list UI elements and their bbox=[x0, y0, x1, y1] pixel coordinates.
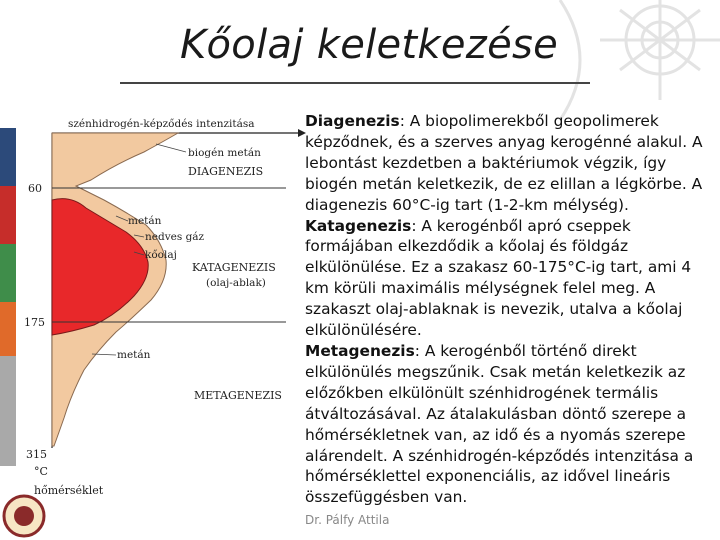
tick-175: 175 bbox=[24, 316, 45, 329]
slide-footer: Dr. Pálfy Attila bbox=[305, 513, 390, 527]
stage-label-diagenezis: DIAGENEZIS bbox=[188, 165, 264, 178]
hydrocarbon-generation-diagram bbox=[16, 100, 306, 500]
term-metagenezis: Metagenezis bbox=[305, 341, 415, 360]
stage-label-katagenezis: KATAGENEZIS bbox=[192, 261, 276, 274]
label-nedves-gaz: nedves gáz bbox=[145, 231, 205, 243]
tick-60: 60 bbox=[28, 182, 42, 195]
paragraph-diagenezis bbox=[305, 111, 705, 216]
stage-label-metagenezis: METAGENEZIS bbox=[194, 389, 282, 402]
body-katagenezis: : A kerogénből apró cseppek formájában elkezdődik a kőolaj és földgáz elkülönülése. Ez a szakasz 60-175°C-ig tart, ami 4 km körüli maximális mélységnek felel meg. A szakaszt olaj-ablaknak is nevezik, utalva a kőolaj elkülönülésére. bbox=[305, 216, 692, 340]
decorative-ornament bbox=[540, 0, 720, 120]
body-diagenezis: : A biopolimerekből geopolimerek képződnek, és a szerves anyag kerogénné alakul. A lebontást kezdetben a baktériumok végzik, így biogén metán keletkezik, de ez elillan a légkörbe. A diagenezis 60°C-ig tart (1-2-km mélység). bbox=[305, 112, 703, 214]
label-metan-upper: metán bbox=[128, 215, 162, 227]
diagram-top-label: szénhidrogén-képződés intenzitása bbox=[68, 118, 255, 130]
label-metan-lower: metán bbox=[117, 349, 151, 361]
slide-title: Kőolaj keletkezése bbox=[180, 22, 559, 68]
stage-sublabel-olaj-ablak: (olaj-ablak) bbox=[206, 277, 266, 289]
term-diagenezis: Diagenezis bbox=[305, 112, 400, 130]
paragraph-metagenezis bbox=[305, 341, 705, 508]
paragraph-katagenezis bbox=[305, 216, 705, 341]
term-katagenezis: Katagenezis bbox=[305, 216, 412, 235]
body-metagenezis: : A kerogénből történő direkt elkülönülés megszűnik. Csak metán keletkezik az előzőkben elkülönült szénhidrogének termális átváltozásával. Az átalakulásban döntő szerepe a hőmérsékletnek van, az idő és a nyomás szerepe alárendelt. A szénhidrogén-képződés intenzitása a hőmérséklettel exponenciális, az idővel lineáris összefüggésben van. bbox=[305, 341, 694, 507]
university-logo bbox=[0, 492, 48, 540]
temperature-unit: °C bbox=[34, 465, 48, 478]
label-biogen-metan: biogén metán bbox=[188, 147, 261, 159]
title-underline bbox=[120, 82, 590, 84]
body-text bbox=[305, 111, 705, 540]
temperature-label: hőmérséklet bbox=[34, 484, 104, 497]
tick-315: 315 bbox=[26, 448, 47, 461]
label-koolaj: kőolaj bbox=[145, 249, 177, 261]
